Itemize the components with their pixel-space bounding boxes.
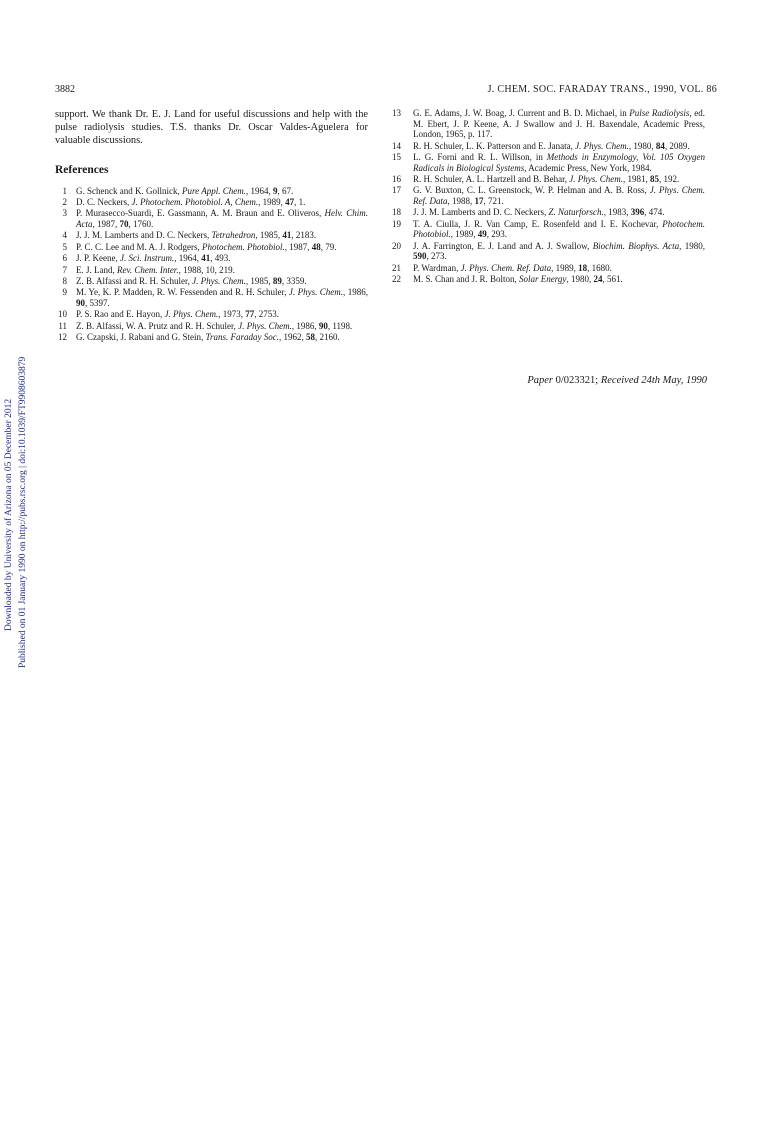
reference-item [55,321,368,332]
reference-text: J. P. Keene, [76,253,120,264]
reference-text: , 1989, [450,229,478,240]
reference-number: 20 [392,240,401,251]
reference-number: 19 [392,218,401,229]
right-column [392,108,705,285]
reference-text: , 2089. [664,140,690,151]
reference-number: 3 [62,208,67,219]
volume-number: 41 [201,253,211,264]
reference-number: 13 [392,108,401,118]
reference-item [55,276,368,287]
volume-number: 47 [285,196,295,207]
paper-label: Paper [527,375,554,386]
reference-text: J. J. M. Lamberts and D. C. Neckers, [76,230,212,241]
reference-text: G. V. Buxton, C. L. Greenstock, W. P. Helman and A. B. Ross, [413,185,650,196]
volume-number: 590 [413,251,427,262]
journal-title: J. Phys. Chem. [238,320,292,331]
reference-number: 10 [58,309,67,320]
download-notice: Downloaded by University of Arizona on 05 December 2012 [4,398,14,631]
reference-text: E. J. Land, [76,264,117,275]
reference-number: 17 [392,185,401,196]
reference-item [392,274,705,285]
reference-text: , 293. [486,229,507,240]
reference-text: , 1980, [566,274,594,285]
journal-title: Trans. Faraday Soc. [205,332,280,343]
reference-item [55,242,368,253]
reference-text: , 2160. [315,332,340,343]
journal-title: J. Phys. Chem. Ref. Data [413,185,705,206]
page-number: 3882 [55,84,75,95]
reference-text: J. J. M. Lamberts and D. C. Neckers, [413,207,549,218]
reference-text: , 1198. [327,320,353,331]
reference-item [392,152,705,173]
reference-item [55,265,368,276]
acknowledgement-text: support. We thank Dr. E. J. Land for useful discussions and help with the pulse radiolysis studies. T.S. thanks Dr. Oscar Valdes-Aguelera for valuable discussions. [55,109,368,146]
reference-text: , 1980, [679,240,705,251]
reference-text: , 561. [602,274,623,285]
reference-text: , 273. [426,251,447,262]
reference-number: 22 [392,274,401,285]
reference-number: 2 [62,196,67,207]
reference-number: 11 [58,320,67,331]
journal-title: J. Sci. Instrum. [120,253,175,264]
reference-text: P. Wardman, [413,262,461,273]
reference-number: 4 [62,230,67,241]
reference-text: , 1964, [245,185,273,196]
reference-text: , 1986, [291,320,319,331]
volume-number: 24 [593,274,603,285]
volume-number: 9 [272,185,278,196]
reference-text: G. Schenck and K. Gollnick, [76,185,182,196]
reference-number: 14 [392,140,401,151]
reference-text: , 1981, [623,173,650,184]
reference-item [392,108,705,140]
journal-title: J. Photochem. Photobiol. A, Chem. [131,196,259,207]
reference-item [55,253,368,264]
reference-text: , 2753. [254,309,279,320]
reference-number: 16 [392,173,401,184]
reference-text: , 1985, [255,230,283,241]
reference-item [392,141,705,152]
reference-text: R. H. Schuler, L. K. Patterson and E. Janata, [413,140,576,151]
reference-text: , 1985, [245,275,273,286]
reference-text: P. Murasecco-Suardi, E. Gassmann, A. M. Braun and E. Oliveros, [76,208,325,219]
journal-title: Photochem. Photobiol. [413,218,705,240]
doi-notice: Published on 01 January 1990 on http://pubs.rsc.org | doi:10.1039/FT9908603879 [18,356,28,668]
reference-number: 1 [62,185,67,196]
journal-title: J. Phys. Chem. [164,309,219,320]
reference-text: Z. B. Alfassi and R. H. Schuler, [76,275,193,286]
reference-text: Z. B. Alfassi, W. A. Prutz and R. H. Schuler, [76,320,239,331]
reference-text: , 5397. [85,297,110,308]
references-heading: References [55,164,109,176]
reference-text: D. C. Neckers, [76,196,132,207]
volume-number: 90 [76,297,85,308]
journal-title: Tetrahedron [211,230,256,241]
reference-item [55,332,368,343]
reference-text: , 721. [483,195,504,206]
reference-text: , 2183. [291,230,317,241]
volume-number: 77 [245,309,255,320]
paper-number: 0/023321; [555,375,599,386]
reference-number: 9 [62,287,67,298]
reference-text: G. E. Adams, J. W. Boag, J. Current and B. D. Michael, in [413,108,630,118]
reference-text: M. Ye, K. P. Madden, R. W. Fessenden and R. H. Schuler, [76,287,289,298]
journal-title: Biochim. Biophys. Acta [592,240,680,251]
reference-number: 12 [58,332,67,343]
reference-number: 21 [392,262,401,273]
reference-text: , Academic Press, New York, 1984. [524,162,652,173]
reference-number: 18 [392,207,401,218]
reference-item [55,309,368,320]
reference-item [392,174,705,185]
journal-title: J. Phys. Chem. Ref. Data [460,262,552,273]
journal-title: J. Phys. Chem. [569,173,623,184]
reference-text: , 493. [210,253,231,264]
reference-text: , 1987, [92,218,120,229]
running-head: J. CHEM. SOC. FARADAY TRANS., 1990, VOL. 86 [487,84,717,95]
reference-text: , 3359. [281,275,307,286]
reference-text: , 67. [277,185,294,196]
reference-item [392,207,705,218]
reference-text: , 1989, [258,196,286,207]
reference-item [55,230,368,241]
volume-number: 41 [282,230,292,241]
reference-item [392,241,705,262]
journal-title: J. Phys. Chem. [192,275,246,286]
reference-text: J. A. Farrington, E. J. Land and A. J. Swallow, [413,240,593,251]
reference-text: , 1987, [284,241,312,252]
journal-title: Methods in Enzymology, Vol. 105 Oxygen Radicals in Biological Systems [413,151,705,173]
reference-text: R. H. Schuler, A. L. Hartzell and B. Behar, [413,173,570,184]
received-date: Received 24th May, 1990 [600,375,707,386]
reference-list-right [392,108,705,285]
reference-item [55,197,368,208]
volume-number: 70 [119,218,129,229]
reference-number: 7 [62,264,67,275]
reference-number: 5 [62,241,67,252]
reference-text: , 79. [320,241,337,252]
reference-number: 6 [62,253,67,264]
reference-text: P. S. Rao and E. Hayon, [76,309,165,320]
journal-title: Helv. Chim. Acta [76,208,368,229]
journal-title: J. Phys. Chem. [575,140,629,151]
volume-number: 17 [474,195,484,206]
left-column [55,108,368,343]
journal-title: Pulse Radiolysis [629,108,690,118]
reference-item [392,263,705,274]
journal-title: Z. Naturforsch. [548,207,604,218]
reference-item [55,208,368,229]
reference-text: , 474. [644,207,665,218]
journal-title: Rev. Chem. Inter. [117,264,179,275]
volume-number: 49 [477,229,487,240]
journal-title: J. Phys. Chem. [288,287,344,298]
reference-text: L. G. Forni and R. L. Willson, in [413,151,547,162]
reference-text: T. A. Ciulla, J. R. Van Camp, E. Rosenfeld and I. E. Kochevar, [413,218,663,229]
volume-number: 18 [578,262,588,273]
reference-text: , 1989, [551,262,579,273]
reference-text: , 1980, [628,140,656,151]
reference-list-left [55,186,368,343]
reference-text: , 1680. [587,262,612,273]
reference-text: , 1964, [174,253,202,264]
reference-text: , 192. [659,173,680,184]
reference-item [392,219,705,240]
reference-text: , 1986, [343,287,368,298]
paper-received-line [470,375,707,386]
reference-item [55,287,368,308]
volume-number: 89 [272,275,282,286]
journal-title: Solar Energy [519,274,567,285]
reference-text: , 1760. [128,218,154,229]
reference-text: , 1962, [279,332,307,343]
volume-number: 48 [311,241,321,252]
reference-text: , 1988, [447,195,475,206]
reference-text: , 1988, 10, 219. [178,264,235,275]
reference-item [392,185,705,206]
reference-number: 15 [392,151,401,162]
volume-number: 84 [655,140,665,151]
journal-title: Photochem. Photobiol. [202,241,285,252]
volume-number: 396 [630,207,645,218]
volume-number: 85 [650,173,659,184]
reference-text: G. Czapski, J. Rabani and G. Stein, [76,332,206,343]
journal-title: Pure Appl. Chem. [181,185,246,196]
reference-item [55,186,368,197]
reference-text: , ed. M. Ebert, J. P. Keene, A. J Swallow and J. H. Baxendale, Academic Press, London, 1965, p. 117. [413,108,706,140]
reference-text: M. S. Chan and J. R. Bolton, [413,274,520,285]
reference-text: , 1973, [218,309,246,320]
volume-number: 90 [318,320,328,331]
reference-text: , 1. [294,196,306,207]
reference-text: , 1983, [603,207,631,218]
reference-text: P. C. C. Lee and M. A. J. Rodgers, [76,241,202,252]
volume-number: 58 [306,332,316,343]
reference-number: 8 [62,275,67,286]
